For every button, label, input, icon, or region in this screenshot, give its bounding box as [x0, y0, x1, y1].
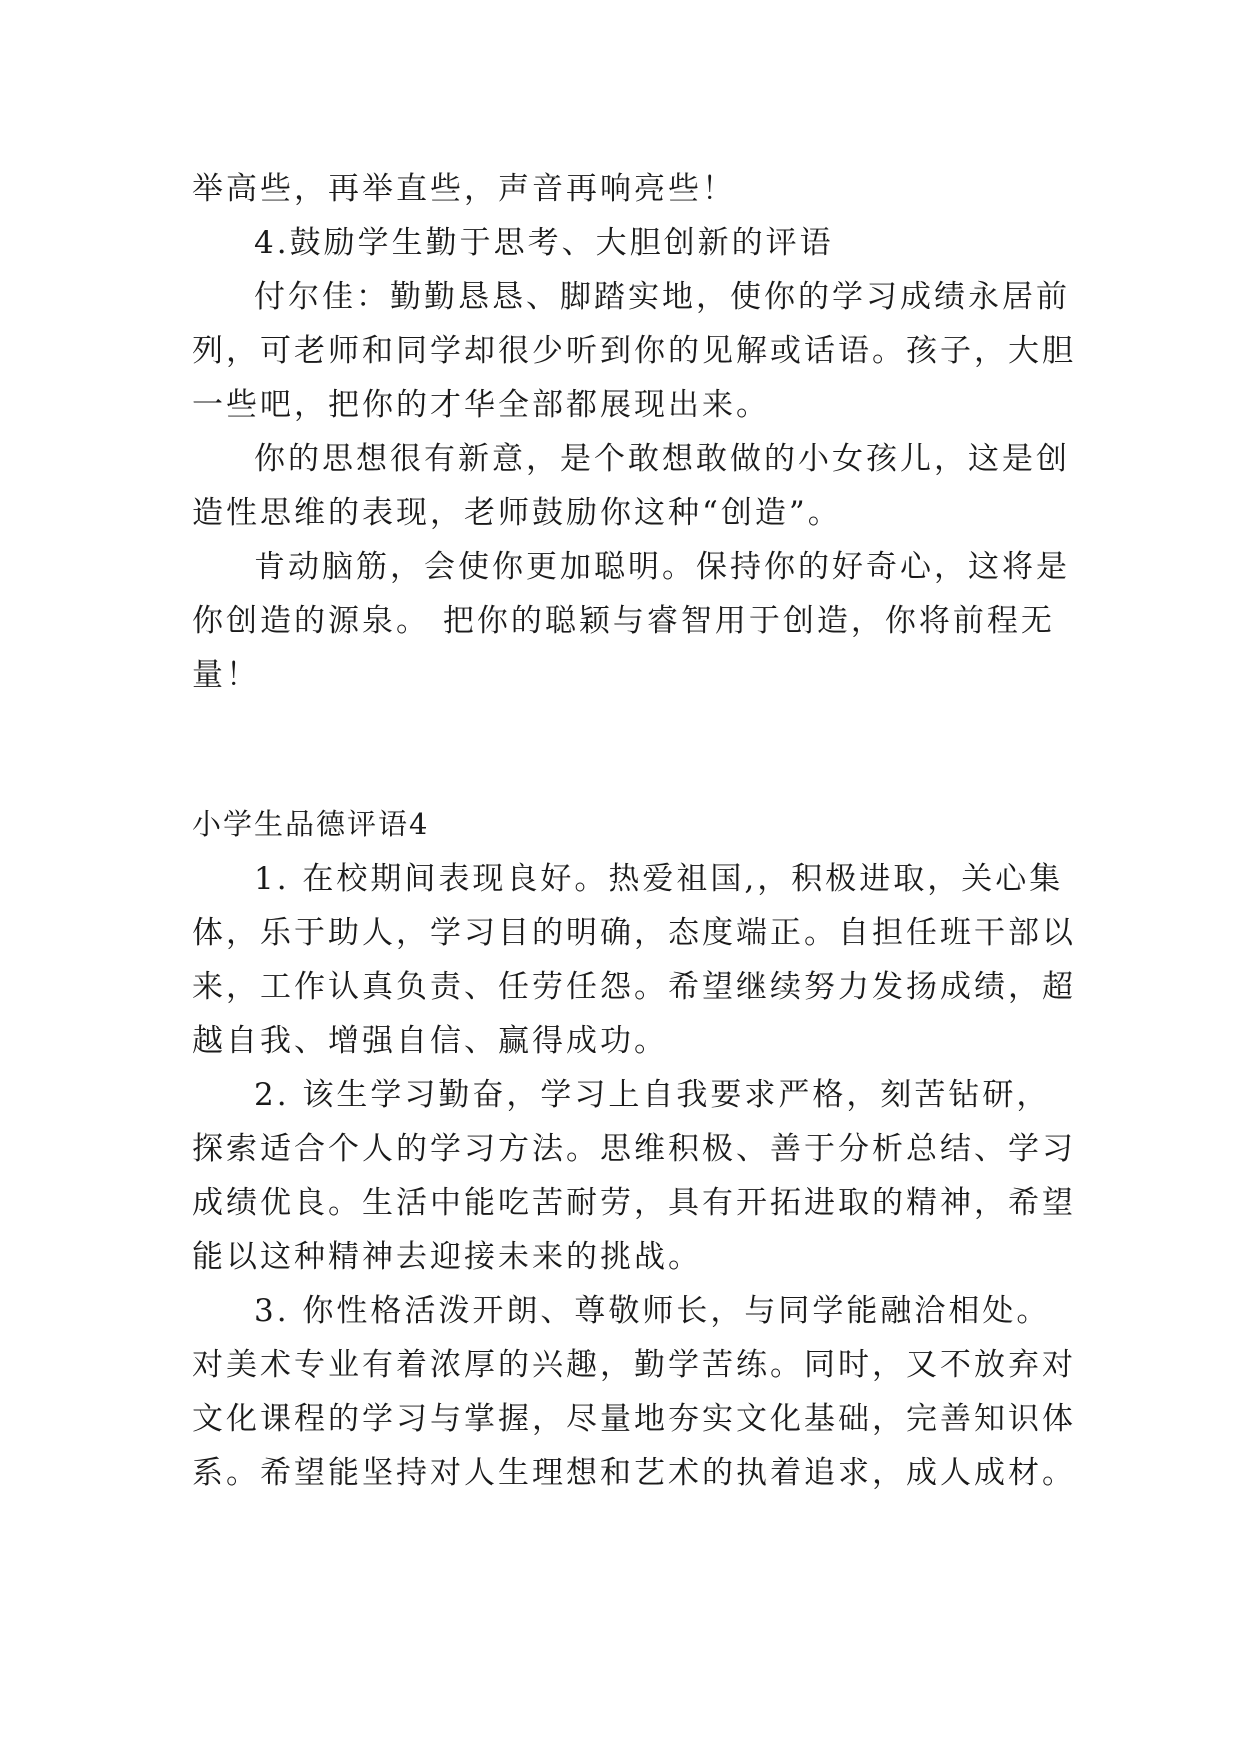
paragraph-comment-2: [192, 432, 1070, 540]
text-line: 1. 在校期间表现良好。热爱祖国,，积极进取，关心集: [254, 861, 1064, 897]
text-line: 系。希望能坚持对人生理想和艺术的执着追求，成人成材。: [192, 1455, 1076, 1491]
text-line: 一些吧，把你的才华全部都展现出来。: [192, 387, 770, 423]
text-line: 列，可老师和同学却很少听到你的见解或话语。孩子，大胆: [192, 333, 1076, 369]
paragraph-comment-3: [192, 540, 1070, 702]
text-line: 体，乐于助人，学习目的明确，态度端正。自担任班干部以: [192, 915, 1076, 951]
section-item-2: [192, 1068, 1076, 1284]
text-line: 肯动脑筋，会使你更加聪明。保持你的好奇心，这将是: [254, 549, 1070, 585]
section-item-3: [192, 1284, 1076, 1500]
section-item-1: [192, 852, 1076, 1068]
text-line: 来，工作认真负责、任劳任怨。希望继续努力发扬成绩，超: [192, 969, 1076, 1005]
text-line: 你创造的源泉。 把你的聪颖与睿智用于创造，你将前程无: [192, 603, 1055, 639]
section-title: 小学生品德评语4: [192, 807, 430, 841]
text-line: 能以这种精神去迎接未来的挑战。: [192, 1239, 702, 1275]
text-line: 你的思想很有新意，是个敢想敢做的小女孩儿，这是创: [254, 441, 1070, 477]
text-line: 举高些，再举直些，声音再响亮些！: [192, 171, 736, 207]
text-line: 3. 你性格活泼开朗、尊敬师长，与同学能融洽相处。: [254, 1293, 1051, 1329]
text-line: 文化课程的学习与掌握，尽量地夯实文化基础，完善知识体: [192, 1401, 1076, 1437]
text-line: 成绩优良。生活中能吃苦耐劳，具有开拓进取的精神，希望: [192, 1185, 1076, 1221]
text-line: 4.鼓励学生勤于思考、大胆创新的评语: [254, 225, 834, 261]
text-line: 2. 该生学习勤奋，学习上自我要求严格，刻苦钻研，: [254, 1077, 1051, 1113]
text-line: 对美术专业有着浓厚的兴趣，勤学苦练。同时，又不放弃对: [192, 1347, 1076, 1383]
text-line: 造性思维的表现，老师鼓励你这种“创造”。: [192, 495, 842, 531]
text-line: 探索适合个人的学习方法。思维积极、善于分析总结、学习: [192, 1131, 1076, 1167]
paragraph-heading-encourage: [192, 216, 1062, 270]
text-line: 量！: [192, 657, 260, 693]
paragraph-comment-1: [192, 270, 1076, 432]
text-line: 付尔佳：勤勤恳恳、脚踏实地，使你的学习成绩永居前: [254, 279, 1070, 315]
text-line: 越自我、增强自信、赢得成功。: [192, 1023, 668, 1059]
paragraph-continuation: [192, 162, 1062, 216]
